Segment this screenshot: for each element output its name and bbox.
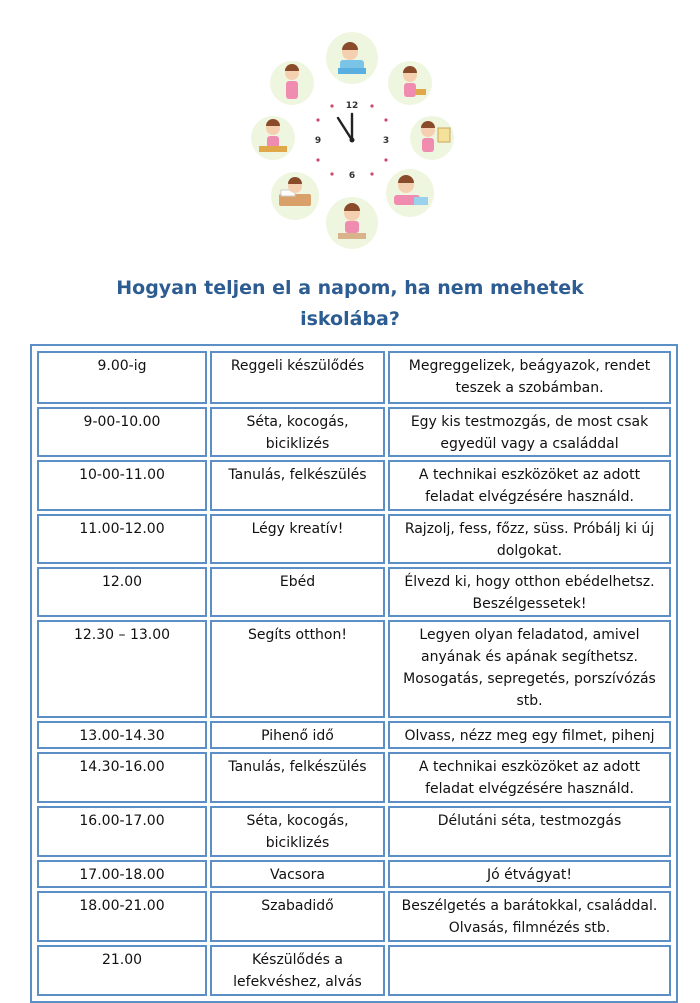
activity-cell: Séta, kocogás, biciklizés xyxy=(210,806,385,857)
table-row xyxy=(37,351,671,404)
table-row xyxy=(37,721,671,749)
activity-cell: Tanulás, felkészülés xyxy=(210,752,385,803)
time-cell: 9-00-10.00 xyxy=(37,407,207,457)
clock-icon xyxy=(312,100,392,181)
table-row xyxy=(37,620,671,718)
time-cell: 14.30-16.00 xyxy=(37,752,207,803)
time-cell: 13.00-14.30 xyxy=(37,721,207,749)
time-cell: 11.00-12.00 xyxy=(37,514,207,564)
description-cell: Rajzolj, fess, főzz, süss. Próbálj ki új dolgokat. xyxy=(388,514,671,564)
activity-cell: Séta, kocogás, biciklizés xyxy=(210,407,385,457)
description-cell: Legyen olyan feladatod, amivel anyának és apának segíthetsz. Mosogatás, sepregetés, porszívózás stb. xyxy=(388,620,671,718)
time-cell: 12.30 – 13.00 xyxy=(37,620,207,718)
description-cell: Beszélgetés a barátokkal, családdal. Olvasás, filmnézés stb. xyxy=(388,891,671,942)
activity-cell: Reggeli készülődés xyxy=(210,351,385,404)
description-cell: Jó étvágyat! xyxy=(388,860,671,888)
description-cell: Délutáni séta, testmozgás xyxy=(388,806,671,857)
table-row xyxy=(37,945,671,996)
time-cell: 10-00-11.00 xyxy=(37,460,207,511)
activity-cell: Készülődés a lefekvéshez, alvás xyxy=(210,945,385,996)
activity-cell: Pihenő idő xyxy=(210,721,385,749)
description-cell: Élvezd ki, hogy otthon ebédelhetsz. Beszélgessetek! xyxy=(388,567,671,617)
clock-number-3: 3 xyxy=(382,136,390,146)
description-cell: Egy kis testmozgás, de most csak egyedül vagy a családdal xyxy=(388,407,671,457)
description-cell: A technikai eszközöket az adott feladat elvégzésére használd. xyxy=(388,460,671,511)
page-title-continued: iskolába? xyxy=(300,308,400,330)
activity-cell: Segíts otthon! xyxy=(210,620,385,718)
time-cell: 9.00-ig xyxy=(37,351,207,404)
description-cell: Olvass, nézz meg egy filmet, pihenj xyxy=(388,721,671,749)
clock-number-6: 6 xyxy=(348,171,356,181)
clock-number-12: 12 xyxy=(345,101,359,111)
time-cell: 21.00 xyxy=(37,945,207,996)
activity-cell: Légy kreatív! xyxy=(210,514,385,564)
activity-cell: Tanulás, felkészülés xyxy=(210,460,385,511)
daily-routine-illustration xyxy=(240,28,465,253)
table-row xyxy=(37,860,671,888)
clock-number-9: 9 xyxy=(314,136,322,146)
schedule-table xyxy=(30,344,678,1003)
table-row xyxy=(37,460,671,511)
activity-cell: Vacsora xyxy=(210,860,385,888)
description-cell: A technikai eszközöket az adott feladat elvégzésére használd. xyxy=(388,752,671,803)
time-cell: 17.00-18.00 xyxy=(37,860,207,888)
time-cell: 16.00-17.00 xyxy=(37,806,207,857)
page-title: Hogyan teljen el a napom, ha nem mehetek xyxy=(116,277,584,299)
table-row xyxy=(37,891,671,942)
activity-cell: Ebéd xyxy=(210,567,385,617)
time-cell: 12.00 xyxy=(37,567,207,617)
description-cell xyxy=(388,945,671,996)
time-cell: 18.00-21.00 xyxy=(37,891,207,942)
table-row xyxy=(37,806,671,857)
table-row xyxy=(37,567,671,617)
description-cell: Megreggelizek, beágyazok, rendet teszek a szobámban. xyxy=(388,351,671,404)
table-row xyxy=(37,514,671,564)
table-row xyxy=(37,752,671,803)
activity-cell: Szabadidő xyxy=(210,891,385,942)
table-row xyxy=(37,407,671,457)
